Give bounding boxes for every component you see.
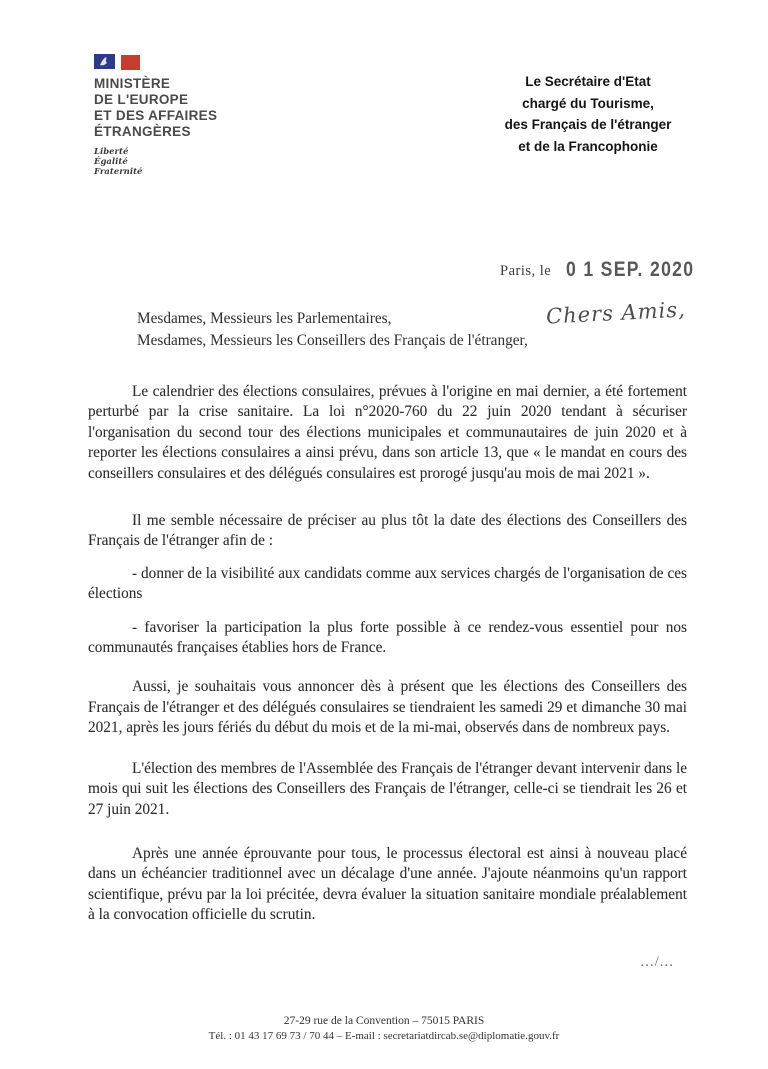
ministry-name [94, 76, 217, 140]
sender-line: des Français de l'étranger [504, 117, 672, 132]
sender-line: et de la Francophonie [518, 138, 658, 154]
ministry-letterhead [94, 54, 217, 177]
marianne-figure [94, 54, 115, 69]
paragraph: L'élection des membres de l'Assemblée des Français de l'étranger devant intervenir dans le mois qui suit les élections des Conseillers des Français de l'étranger, celle-ci se tiendrait les 26 et 27 juin 2021. [88, 759, 687, 818]
salutation-line: Mesdames, Messieurs les Parlementaires, [137, 310, 392, 327]
ministry-line: ÉTRANGÈRES [94, 124, 191, 139]
footer-contact: Tél. : 01 43 17 69 73 / 70 44 – E-mail : secretariatdircab.se@diplomatie.gouv.fr [208, 1030, 560, 1042]
continuation-mark: .../... [640, 954, 674, 970]
salutation [137, 308, 528, 352]
date-stamp: 0 1 SEP. 2020 [566, 258, 695, 282]
sender-line: Le Secrétaire d'Etat [525, 74, 651, 89]
sender-title-block [492, 71, 684, 157]
bullet-paragraph: - favoriser la participation la plus forte possible à ce rendez-vous essentiel pour nos communautés françaises établies hors de France. [88, 618, 687, 657]
motto-line: Fraternité [94, 167, 143, 177]
paragraph: Aussi, je souhaitais vous annoncer dès à présent que les élections des Conseillers des Français de l'étranger et des délégués consulaires se tiendraient les samedi 29 et dimanche 30 mai 2021, après les jours fériés du début du mois et de la mi-mai, observés dans de nombreux pays. [88, 678, 687, 737]
handwritten-note: Chers Amis, [545, 297, 687, 329]
bullet-paragraph: - donner de la visibilité aux candidats comme aux services chargés de l'organisation de ces élections [88, 564, 687, 603]
ministry-line: MINISTÈRE [94, 76, 171, 91]
paragraph: Il me semble nécessaire de préciser au plus tôt la date des élections des Conseillers des Français de l'étranger afin de : [88, 512, 687, 550]
motto-line: Égalité [94, 157, 128, 167]
french-flag-logo [94, 54, 217, 70]
flag-blue-block [94, 54, 115, 69]
flag-red-block [121, 55, 140, 70]
salutation-line: Mesdames, Messieurs les Conseillers des Français de l'étranger, [137, 332, 528, 349]
paragraph: Après une année éprouvante pour tous, le processus électoral est ainsi à nouveau placé dans un échéancier traditionnel avec un décalage d'une année. J'ajoute néanmoins qu'un rapport scientifique, prévu par la loi précitée, devra évaluer la situation sanitaire mondiale préalablement à la convocation officielle du scrutin. [88, 844, 687, 924]
republic-motto [94, 147, 217, 177]
ministry-line: DE L'EUROPE [94, 92, 189, 107]
place-and-date-label: Paris, le [500, 263, 552, 279]
ministry-line: ET DES AFFAIRES [94, 108, 218, 123]
letter-footer [0, 1014, 768, 1044]
letter-body [88, 382, 687, 926]
footer-address: 27-29 rue de la Convention – 75015 PARIS [283, 1015, 485, 1027]
sender-line: chargé du Tourisme, [522, 95, 654, 111]
paragraph: Le calendrier des élections consulaires, prévues à l'origine en mai dernier, a été fortement perturbé par la crise sanitaire. La loi n°2020-760 du 22 juin 2020 tendant à sécuriser l'organisation du second tour des élections municipales et communautaires de juin 2020 et à reporter les élections consulaires a ainsi prévu, dans son article 13, que « le mandat en cours des conseillers consulaires et des délégués consulaires est prorogé jusqu'au mois de mai 2021 ». [88, 383, 687, 482]
motto-line: Liberté [94, 147, 129, 157]
